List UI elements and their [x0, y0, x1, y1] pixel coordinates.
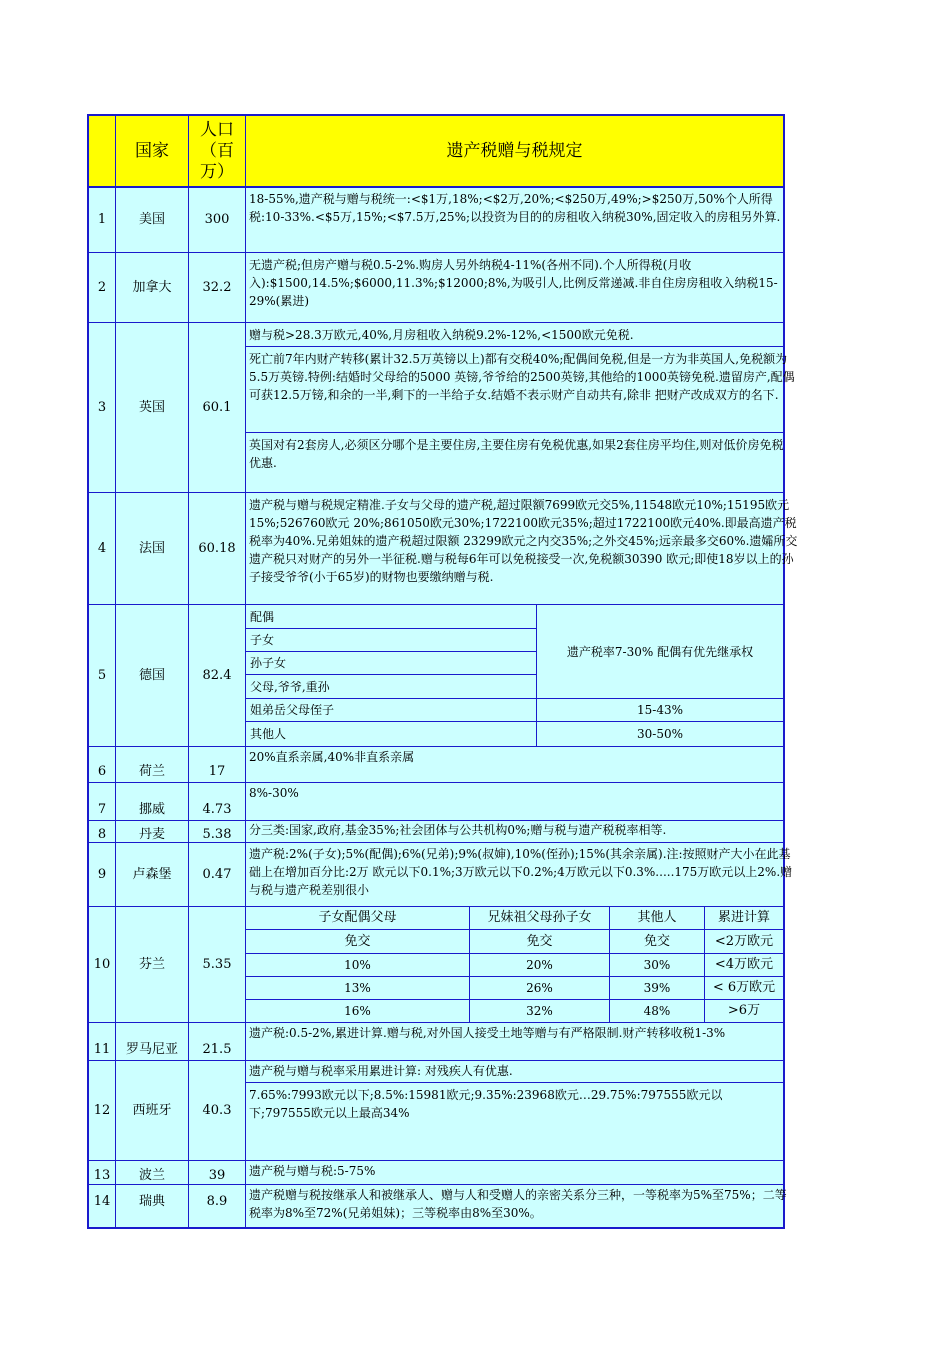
population-value: 60.18 — [198, 540, 236, 556]
country-name: 德国 — [138, 667, 165, 683]
row-number: 8 — [97, 826, 107, 842]
finland-cell: 30% — [643, 958, 671, 972]
finland-cell: 免交 — [643, 933, 670, 949]
country-name: 卢森堡 — [132, 866, 172, 882]
population-value: 32.2 — [202, 279, 232, 295]
header-population: 人口 （百 万） — [200, 119, 234, 182]
row-number: 1 — [97, 211, 107, 227]
country-name: 美国 — [138, 211, 165, 227]
row-number: 3 — [97, 399, 107, 415]
row-number: 6 — [97, 763, 107, 779]
row-number: 13 — [93, 1167, 111, 1183]
row-number: 11 — [93, 1041, 111, 1057]
finland-cell: 48% — [643, 1004, 671, 1018]
population-value: 17 — [208, 763, 226, 779]
finland-cell: 39% — [643, 981, 671, 995]
header-country: 国家 — [135, 141, 169, 161]
row-number: 9 — [97, 866, 107, 882]
row-number: 4 — [97, 540, 107, 556]
rule-text: 18-55%,遗产税与赠与税统一:<$1万,18%;<$2万,20%;<$250万,49%;>$250万,50%个人所得 税:10-33%.<$5万,15%;<$7.5万,25%;以投资为目的的房租收入纳税30%,固定收入的房租另外算. — [249, 192, 781, 224]
rule-text: 死亡前7年内财产转移(累计32.5万英镑以上)都有交税40%;配偶间免税,但是一方为非英国人,免税额为5.5万英镑.特例:结婚时父母给的5000 英镑,爷爷给的2500英镑,其他给的1000英镑免税.遗留房产,配偶可获12.5万镑,和余的一半,剩下的一半给子女.结婚不表示财产自动共有,除非 把财产改成双方的名下. — [249, 352, 795, 402]
rule-text: 20%直系亲属,40%非直系亲属 — [249, 750, 415, 764]
row-number: 5 — [97, 667, 107, 683]
finland-col-header: 兄妹祖父母孙子女 — [487, 910, 592, 925]
rule-text: 8%-30% — [249, 786, 299, 800]
heir-category: 其他人 — [250, 727, 287, 741]
population-value: 21.5 — [202, 1041, 232, 1057]
rule-text: 英国对有2套房人,必须区分哪个是主要住房,主要住房有免税优惠,如果2套住房平均住,则对低价房免税优惠. — [249, 438, 784, 470]
rule-text: 无遗产税;但房产赠与税0.5-2%.购房人另外纳税4-11%(各州不同).个人所得税(月收入):$1500,14.5%;$6000,11.3%;$12000;8%,为吸引人,比例反常递减.非自住房房租收入纳税15-29%(累进) — [249, 258, 778, 308]
rule-text: 遗产税:0.5-2%,累进计算.赠与税,对外国人接受土地等赠与有严格限制.财产转移收税1-3% — [249, 1026, 726, 1040]
tax-rate: 15-43% — [637, 703, 683, 717]
rule-text: 遗产税与赠与税率采用累进计算: 对残疾人有优惠. — [249, 1064, 513, 1078]
rule-text: 遗产税与赠与税:5-75% — [249, 1164, 376, 1178]
heir-category: 子女 — [250, 633, 275, 647]
header-num-cell — [89, 116, 115, 186]
country-name: 加拿大 — [132, 279, 172, 295]
sub-divider — [246, 346, 783, 347]
country-name: 法国 — [138, 540, 165, 556]
row-number: 14 — [93, 1194, 111, 1209]
finland-cell: 32% — [526, 1004, 553, 1018]
sub-divider — [246, 432, 783, 433]
rule-text: 遗产税与赠与税规定精准.子女与父母的遗产税,超过限额7699欧元交5%,11548欧元10%;15195欧元15%;526760欧元 20%;861050欧元30%;1722100欧元35%;超过1722100欧元40%.即最高遗产税税率为40%.兄弟姐妹的遗产税超过限额 23299欧元之内交35%;之外交45%;远亲最多交60%.遗孀所交遗产税只对财产的另外一半征税.赠与税每6年可以免税接受一次,免税额30390 欧元;即使18岁以上的孙子接受爷爷(小于65岁)的财物也要缴纳赠与税. — [249, 498, 798, 584]
rule-text: 遗产税:2%(子女);5%(配偶);6%(兄弟);9%(叔婶),10%(侄孙);15%(其余亲属).注:按照财产大小在此基础上在增加百分比:2万 欧元以下0.1%;3万欧元以下0.2%;4万欧元以下0.3%.....175万欧元以上2%.赠与税与遗产税差别很小 — [249, 847, 793, 897]
tax-rate: 遗产税率7-30% 配偶有优先继承权 — [566, 644, 754, 659]
finland-cell: 26% — [526, 981, 553, 995]
finland-cell: 13% — [344, 981, 371, 995]
population-value: 39 — [208, 1167, 226, 1183]
finland-cell: < 6万欧元 — [712, 980, 776, 995]
tax-table — [87, 114, 798, 1229]
row-number: 7 — [97, 801, 107, 817]
rule-text: 7.65%:7993欧元以下;8.5%:15981欧元;9.35%:23968欧元…29.75%:797555欧元以下;797555欧元以上最高34% — [249, 1088, 723, 1120]
finland-col-header: 子女配偶父母 — [318, 910, 397, 925]
finland-cell: 免交 — [344, 933, 371, 949]
country-name: 荷兰 — [138, 763, 165, 779]
header-rules: 遗产税赠与税规定 — [446, 141, 583, 161]
population-value: 5.35 — [202, 956, 232, 972]
population-value: 8.9 — [206, 1194, 228, 1209]
country-name: 波兰 — [138, 1167, 165, 1183]
finland-cell: 免交 — [526, 933, 553, 949]
heir-category: 姐弟岳父母侄子 — [250, 703, 335, 717]
population-value: 60.1 — [202, 399, 232, 415]
finland-cell: 20% — [526, 958, 553, 972]
rule-text: 赠与税>28.3万欧元,40%,月房租收入纳税9.2%-12%,<1500欧元免税. — [249, 328, 634, 342]
row-number: 12 — [93, 1102, 111, 1118]
heir-category: 父母,爷爷,重孙 — [250, 679, 330, 694]
finland-cell: 10% — [344, 958, 371, 972]
finland-cell: <4万欧元 — [714, 957, 774, 972]
finland-col-header: 累进计算 — [717, 910, 770, 925]
finland-col-header: 其他人 — [637, 910, 677, 925]
country-name: 罗马尼亚 — [125, 1041, 178, 1057]
rule-text: 遗产税赠与税按继承人和被继承人、赠与人和受赠人的亲密关系分三种，一等税率为5%至75%；二等税率为8%至72%(兄弟姐妹)；三等税率由8%至30%。 — [249, 1188, 787, 1220]
rule-text: 分三类:国家,政府,基金35%;社会团体与公共机构0%;赠与税与遗产税税率相等. — [249, 823, 667, 837]
heir-category: 孙子女 — [250, 656, 287, 670]
population-value: 5.38 — [202, 826, 232, 842]
finland-cell: 16% — [344, 1004, 371, 1018]
finland-cell: >6万 — [727, 1003, 761, 1018]
country-name: 丹麦 — [138, 826, 165, 842]
country-name: 瑞典 — [138, 1194, 165, 1209]
population-value: 40.3 — [202, 1102, 232, 1118]
population-value: 4.73 — [202, 801, 232, 817]
population-value: 300 — [204, 211, 230, 227]
population-value: 82.4 — [202, 667, 232, 683]
row-number: 10 — [93, 956, 111, 972]
country-name: 英国 — [138, 399, 165, 415]
population-value: 0.47 — [202, 866, 232, 882]
country-name: 芬兰 — [138, 956, 165, 972]
heir-category: 配偶 — [250, 609, 275, 624]
row-number: 2 — [97, 279, 107, 295]
country-name: 西班牙 — [132, 1102, 172, 1118]
country-name: 挪威 — [138, 801, 165, 817]
finland-cell: <2万欧元 — [714, 933, 774, 949]
tax-rate: 30-50% — [637, 727, 683, 741]
sub-divider — [246, 1082, 783, 1083]
